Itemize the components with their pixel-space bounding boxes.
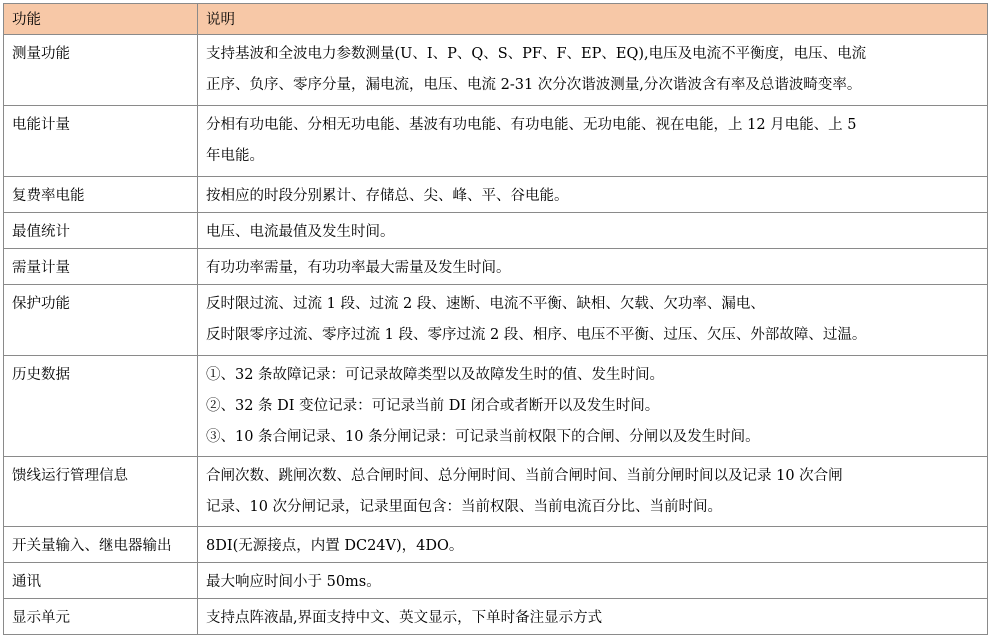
table-row <box>3 106 988 177</box>
description-line: 最大响应时间小于 50ms。 <box>206 574 381 590</box>
description-line: 合闸次数、跳闸次数、总合闸时间、总分闸时间、当前合闸时间、当前分闸时间以及记录 10 次合闸 <box>206 468 843 484</box>
row-description <box>198 285 988 356</box>
row-function: 保护功能 <box>3 285 198 356</box>
description-line: ②、32 条 DI 变位记录：可记录当前 DI 闭合或者断开以及发生时间。 <box>206 398 660 414</box>
description-line: 有功功率需量，有功功率最大需量及发生时间。 <box>206 260 511 276</box>
description-line: ③、10 条合闸记录、10 条分闸记录：可记录当前权限下的合闸、分闸以及发生时间。 <box>206 429 760 445</box>
row-function: 历史数据 <box>3 356 198 457</box>
row-description <box>198 249 988 285</box>
row-function: 电能计量 <box>3 106 198 177</box>
table-row <box>3 599 988 635</box>
row-description <box>198 563 988 599</box>
table-row <box>3 356 988 457</box>
table-row <box>3 563 988 599</box>
row-description <box>198 527 988 563</box>
row-function: 需量计量 <box>3 249 198 285</box>
table-row <box>3 177 988 213</box>
description-line: 支持基波和全波电力参数测量(U、I、P、Q、S、PF、F、EP、EQ),电压及电流不平衡度，电压、电流 <box>206 46 867 62</box>
row-function: 开关量输入、继电器输出 <box>3 527 198 563</box>
description-line: ①、32 条故障记录：可记录故障类型以及故障发生时的值、发生时间。 <box>206 367 665 383</box>
description-line: 年电能。 <box>206 148 264 164</box>
row-function: 复费率电能 <box>3 177 198 213</box>
table-row <box>3 35 988 106</box>
description-line: 支持点阵液晶,界面支持中文、英文显示，下单时备注显示方式 <box>206 610 603 626</box>
description-line: 正序、负序、零序分量，漏电流，电压、电流 2-31 次分次谐波测量,分次谐波含有率及总谐波畸变率。 <box>206 77 862 93</box>
description-line: 记录、10 次分闸记录，记录里面包含：当前权限、当前电流百分比、当前时间。 <box>206 499 723 515</box>
table-row <box>3 285 988 356</box>
row-description <box>198 457 988 527</box>
description-line: 反时限过流、过流 1 段、过流 2 段、速断、电流不平衡、缺相、欠载、欠功率、漏电、 <box>206 296 765 312</box>
description-line: 8DI(无源接点，内置 DC24V)，4DO。 <box>206 538 464 554</box>
row-function: 馈线运行管理信息 <box>3 457 198 527</box>
table-row <box>3 527 988 563</box>
description-line: 反时限零序过流、零序过流 1 段、零序过流 2 段、相序、电压不平衡、过压、欠压、外部故障、过温。 <box>206 327 867 343</box>
spec-table <box>3 3 988 635</box>
description-line: 电压、电流最值及发生时间。 <box>206 224 395 240</box>
row-description <box>198 177 988 213</box>
row-function: 测量功能 <box>3 35 198 106</box>
row-function: 通讯 <box>3 563 198 599</box>
table-header <box>3 3 988 35</box>
row-description <box>198 106 988 177</box>
header-function: 功能 <box>3 3 198 35</box>
header-description: 说明 <box>198 3 988 35</box>
row-function: 最值统计 <box>3 213 198 249</box>
description-line: 按相应的时段分别累计、存储总、尖、峰、平、谷电能。 <box>206 188 569 204</box>
row-description <box>198 35 988 106</box>
table-row <box>3 213 988 249</box>
row-description <box>198 599 988 635</box>
row-function: 显示单元 <box>3 599 198 635</box>
table-row <box>3 457 988 527</box>
table-row <box>3 249 988 285</box>
row-description <box>198 213 988 249</box>
description-line: 分相有功电能、分相无功电能、基波有功电能、有功电能、无功电能、视在电能，上 12 月电能、上 5 <box>206 117 857 133</box>
row-description <box>198 356 988 457</box>
